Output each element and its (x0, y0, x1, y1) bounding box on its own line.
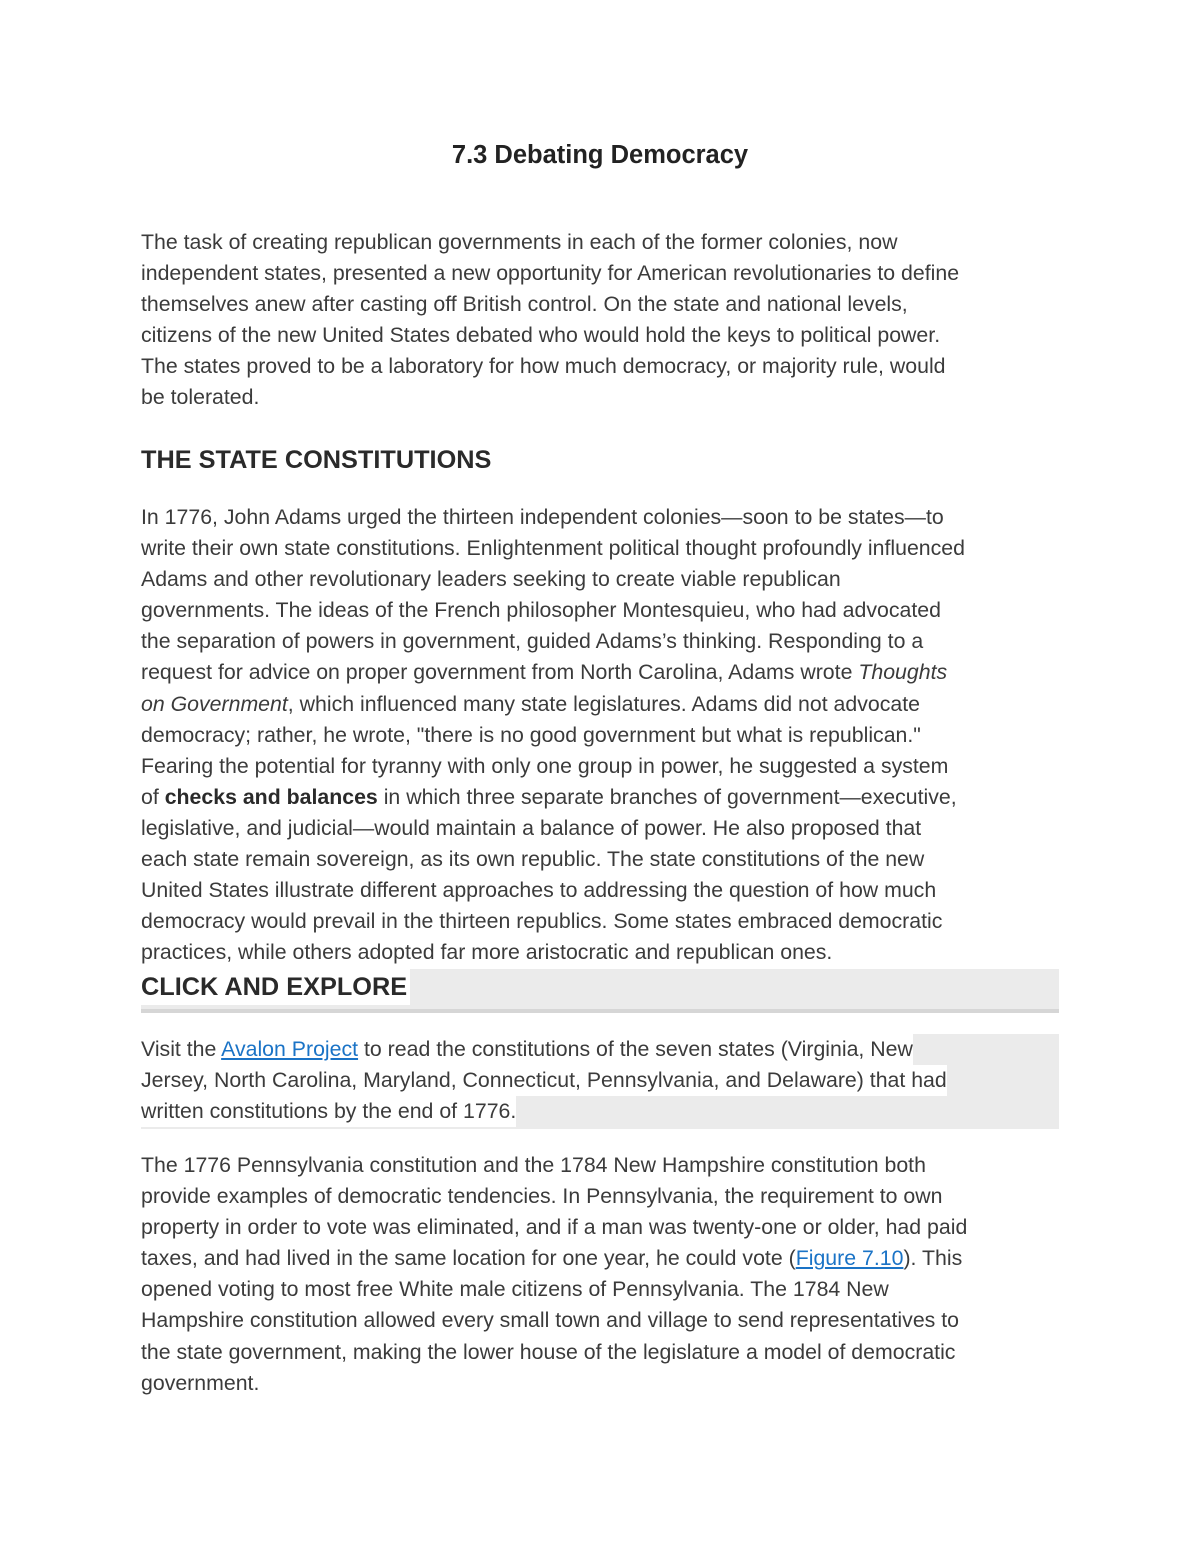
constitutions-paragraph (141, 502, 965, 968)
constitutions-line (141, 657, 965, 688)
pennsylvania-line: The 1776 Pennsylvania constitution and the 1784 New Hampshire constitution both (141, 1153, 926, 1177)
pennsylvania-line: opened voting to most free White male citizens of Pennsylvania. The 1784 New (141, 1277, 889, 1302)
intro-line: The states proved to be a laboratory for how much democracy, or majority rule, would (141, 354, 946, 379)
pennsylvania-line: government. (141, 1370, 260, 1395)
pennsylvania-line: property in order to vote was eliminated, and if a man was twenty-one or older, had paid (141, 1215, 968, 1240)
explore-callout (141, 1034, 1059, 1129)
checks-prefix: of (141, 784, 165, 809)
book-title-italic: on Government (141, 691, 288, 716)
constitutions-line: democracy; rather, he wrote, "there is no good government but what is republican." (141, 722, 921, 747)
intro-line: citizens of the new United States debated who would hold the keys to political power. (141, 323, 941, 348)
figure-suffix: ). This (903, 1246, 963, 1271)
constitutions-line (141, 782, 965, 813)
avalon-project-link[interactable]: Avalon Project (221, 1037, 359, 1061)
pennsylvania-line: provide examples of democratic tendencies. In Pennsylvania, the requirement to own (141, 1184, 943, 1209)
constitutions-line: governments. The ideas of the French philosopher Montesquieu, who had advocated (141, 598, 941, 623)
constitutions-line: democracy would prevail in the thirteen republics. Some states embraced democratic (141, 909, 943, 934)
click-and-explore-heading: CLICK AND EXPLORE (141, 969, 410, 1005)
pennsylvania-line: Hampshire constitution allowed every small town and village to send representatives to (141, 1308, 959, 1333)
intro-line: themselves anew after casting off British control. On the state and national levels, (141, 292, 908, 317)
figure-prefix: taxes, and had lived in the same location for one year, he could vote ( (141, 1246, 796, 1271)
constitutions-line: Fearing the potential for tyranny with only one group in power, he suggested a system (141, 753, 949, 778)
intro-line: be tolerated. (141, 385, 260, 410)
thoughts-prefix: request for advice on proper government from North Carolina, Adams wrote (141, 660, 859, 685)
page-title: 7.3 Debating Democracy (451, 141, 749, 169)
visit-prefix: Visit the (141, 1037, 222, 1061)
visit-suffix: to read the constitutions of the seven states (Virginia, New (358, 1037, 913, 1061)
constitutions-line (141, 689, 965, 720)
divider (141, 1009, 1059, 1013)
constitutions-line: write their own state constitutions. Enlightenment political thought profoundly influenced (141, 536, 965, 561)
callout-line (141, 1034, 913, 1065)
click-and-explore-band (141, 969, 1059, 1013)
intro-paragraph (141, 227, 959, 414)
constitutions-line: United States illustrate different approaches to addressing the question of how much (141, 878, 937, 903)
constitutions-line: practices, while others adopted far more aristocratic and republican ones. (141, 940, 833, 965)
thoughts-suffix: , which influenced many state legislatures. Adams did not advocate (287, 691, 920, 716)
book-title-italic: Thoughts (858, 660, 948, 685)
constitutions-line: legislative, and judicial—would maintain a balance of power. He also proposed that (141, 815, 922, 840)
constitutions-line: each state remain sovereign, as its own republic. The state constitutions of the new (141, 847, 925, 872)
callout-line: written constitutions by the end of 1776. (141, 1096, 516, 1127)
pennsylvania-line: the state government, making the lower house of the legislature a model of democratic (141, 1339, 956, 1364)
callout-line: Jersey, North Carolina, Maryland, Connecticut, Pennsylvania, and Delaware) that had (141, 1065, 947, 1096)
constitutions-line: Adams and other revolutionary leaders seeking to create viable republican (141, 567, 841, 592)
intro-line: The task of creating republican governments in each of the former colonies, now (141, 230, 898, 254)
pennsylvania-line (141, 1243, 967, 1274)
constitutions-line: the separation of powers in government, guided Adams’s thinking. Responding to a (141, 629, 924, 654)
intro-line: independent states, presented a new opportunity for American revolutionaries to define (141, 261, 960, 286)
figure-7-10-link[interactable]: Figure 7.10 (795, 1246, 904, 1271)
section-heading: THE STATE CONSTITUTIONS (141, 446, 492, 474)
pennsylvania-paragraph (141, 1150, 967, 1399)
key-term-bold: checks and balances (164, 784, 378, 809)
constitutions-line: In 1776, John Adams urged the thirteen independent colonies—soon to be states—to (141, 505, 944, 529)
checks-suffix: in which three separate branches of government—executive, (377, 784, 957, 809)
